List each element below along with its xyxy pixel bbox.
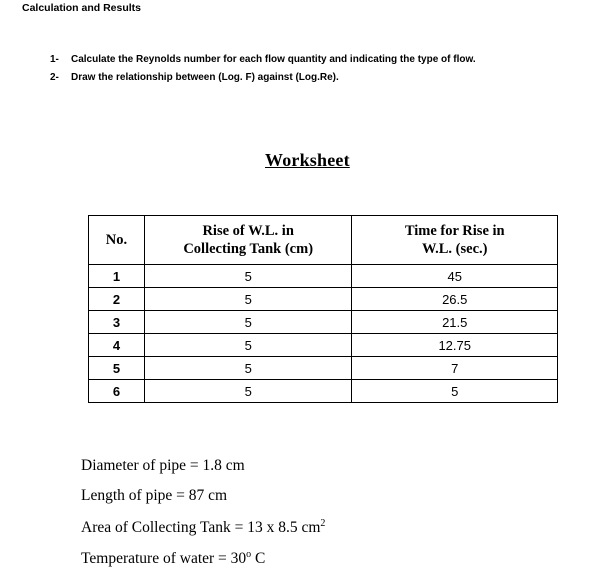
cell-time: 12.75 [352, 334, 558, 357]
param-length: Length of pipe = 87 cm [81, 487, 228, 504]
table-header-row [89, 216, 558, 265]
param-area-exponent: 2 [320, 518, 326, 529]
cell-rise: 5 [144, 311, 352, 334]
cell-time: 5 [352, 380, 558, 403]
cell-rise: 5 [144, 265, 352, 288]
cell-time: 21.5 [352, 311, 558, 334]
cell-no: 2 [89, 288, 145, 311]
task-number: 1- [50, 54, 59, 65]
task-text: Calculate the Reynolds number for each flow quantity and indicating the type of flow. [71, 54, 476, 65]
param-diameter: Diameter of pipe = 1.8 cm [81, 457, 245, 474]
header-rise-line2: Collecting Tank (cm) [183, 241, 314, 257]
cell-no: 4 [89, 334, 145, 357]
degree-sign: o [246, 549, 252, 560]
cell-time: 45 [352, 265, 558, 288]
param-temperature [81, 549, 265, 568]
header-rise [144, 216, 352, 265]
cell-rise: 5 [144, 334, 352, 357]
table-row [89, 311, 558, 334]
header-no: No. [89, 216, 145, 265]
cell-time: 7 [352, 357, 558, 380]
param-temp-unit: C [251, 550, 266, 568]
param-area-text: Area of Collecting Tank = 13 x 8.5 cm [81, 519, 321, 537]
param-temp-text: Temperature of water = 30 [81, 550, 247, 568]
cell-no: 6 [89, 380, 145, 403]
cell-time: 26.5 [352, 288, 558, 311]
table-row [89, 334, 558, 357]
cell-no: 1 [89, 265, 145, 288]
table-row [89, 265, 558, 288]
section-title: Calculation and Results [22, 2, 142, 14]
table-row [89, 380, 558, 403]
table-row [89, 288, 558, 311]
cell-no: 5 [89, 357, 145, 380]
task-number: 2- [50, 72, 59, 83]
header-time [352, 216, 558, 265]
cell-rise: 5 [144, 380, 352, 403]
header-rise-line1: Rise of W.L. in [202, 223, 294, 239]
cell-no: 3 [89, 311, 145, 334]
task-item-1 [50, 54, 476, 65]
cell-rise: 5 [144, 288, 352, 311]
header-time-line1: Time for Rise in [404, 223, 505, 239]
param-area [81, 518, 325, 537]
task-item-2 [50, 72, 339, 83]
header-time-line2: W.L. (sec.) [421, 241, 488, 257]
cell-rise: 5 [144, 357, 352, 380]
table-row [89, 357, 558, 380]
task-text: Draw the relationship between (Log. F) against (Log.Re). [71, 72, 339, 83]
worksheet-title: Worksheet [265, 150, 350, 170]
worksheet-table [88, 215, 558, 403]
